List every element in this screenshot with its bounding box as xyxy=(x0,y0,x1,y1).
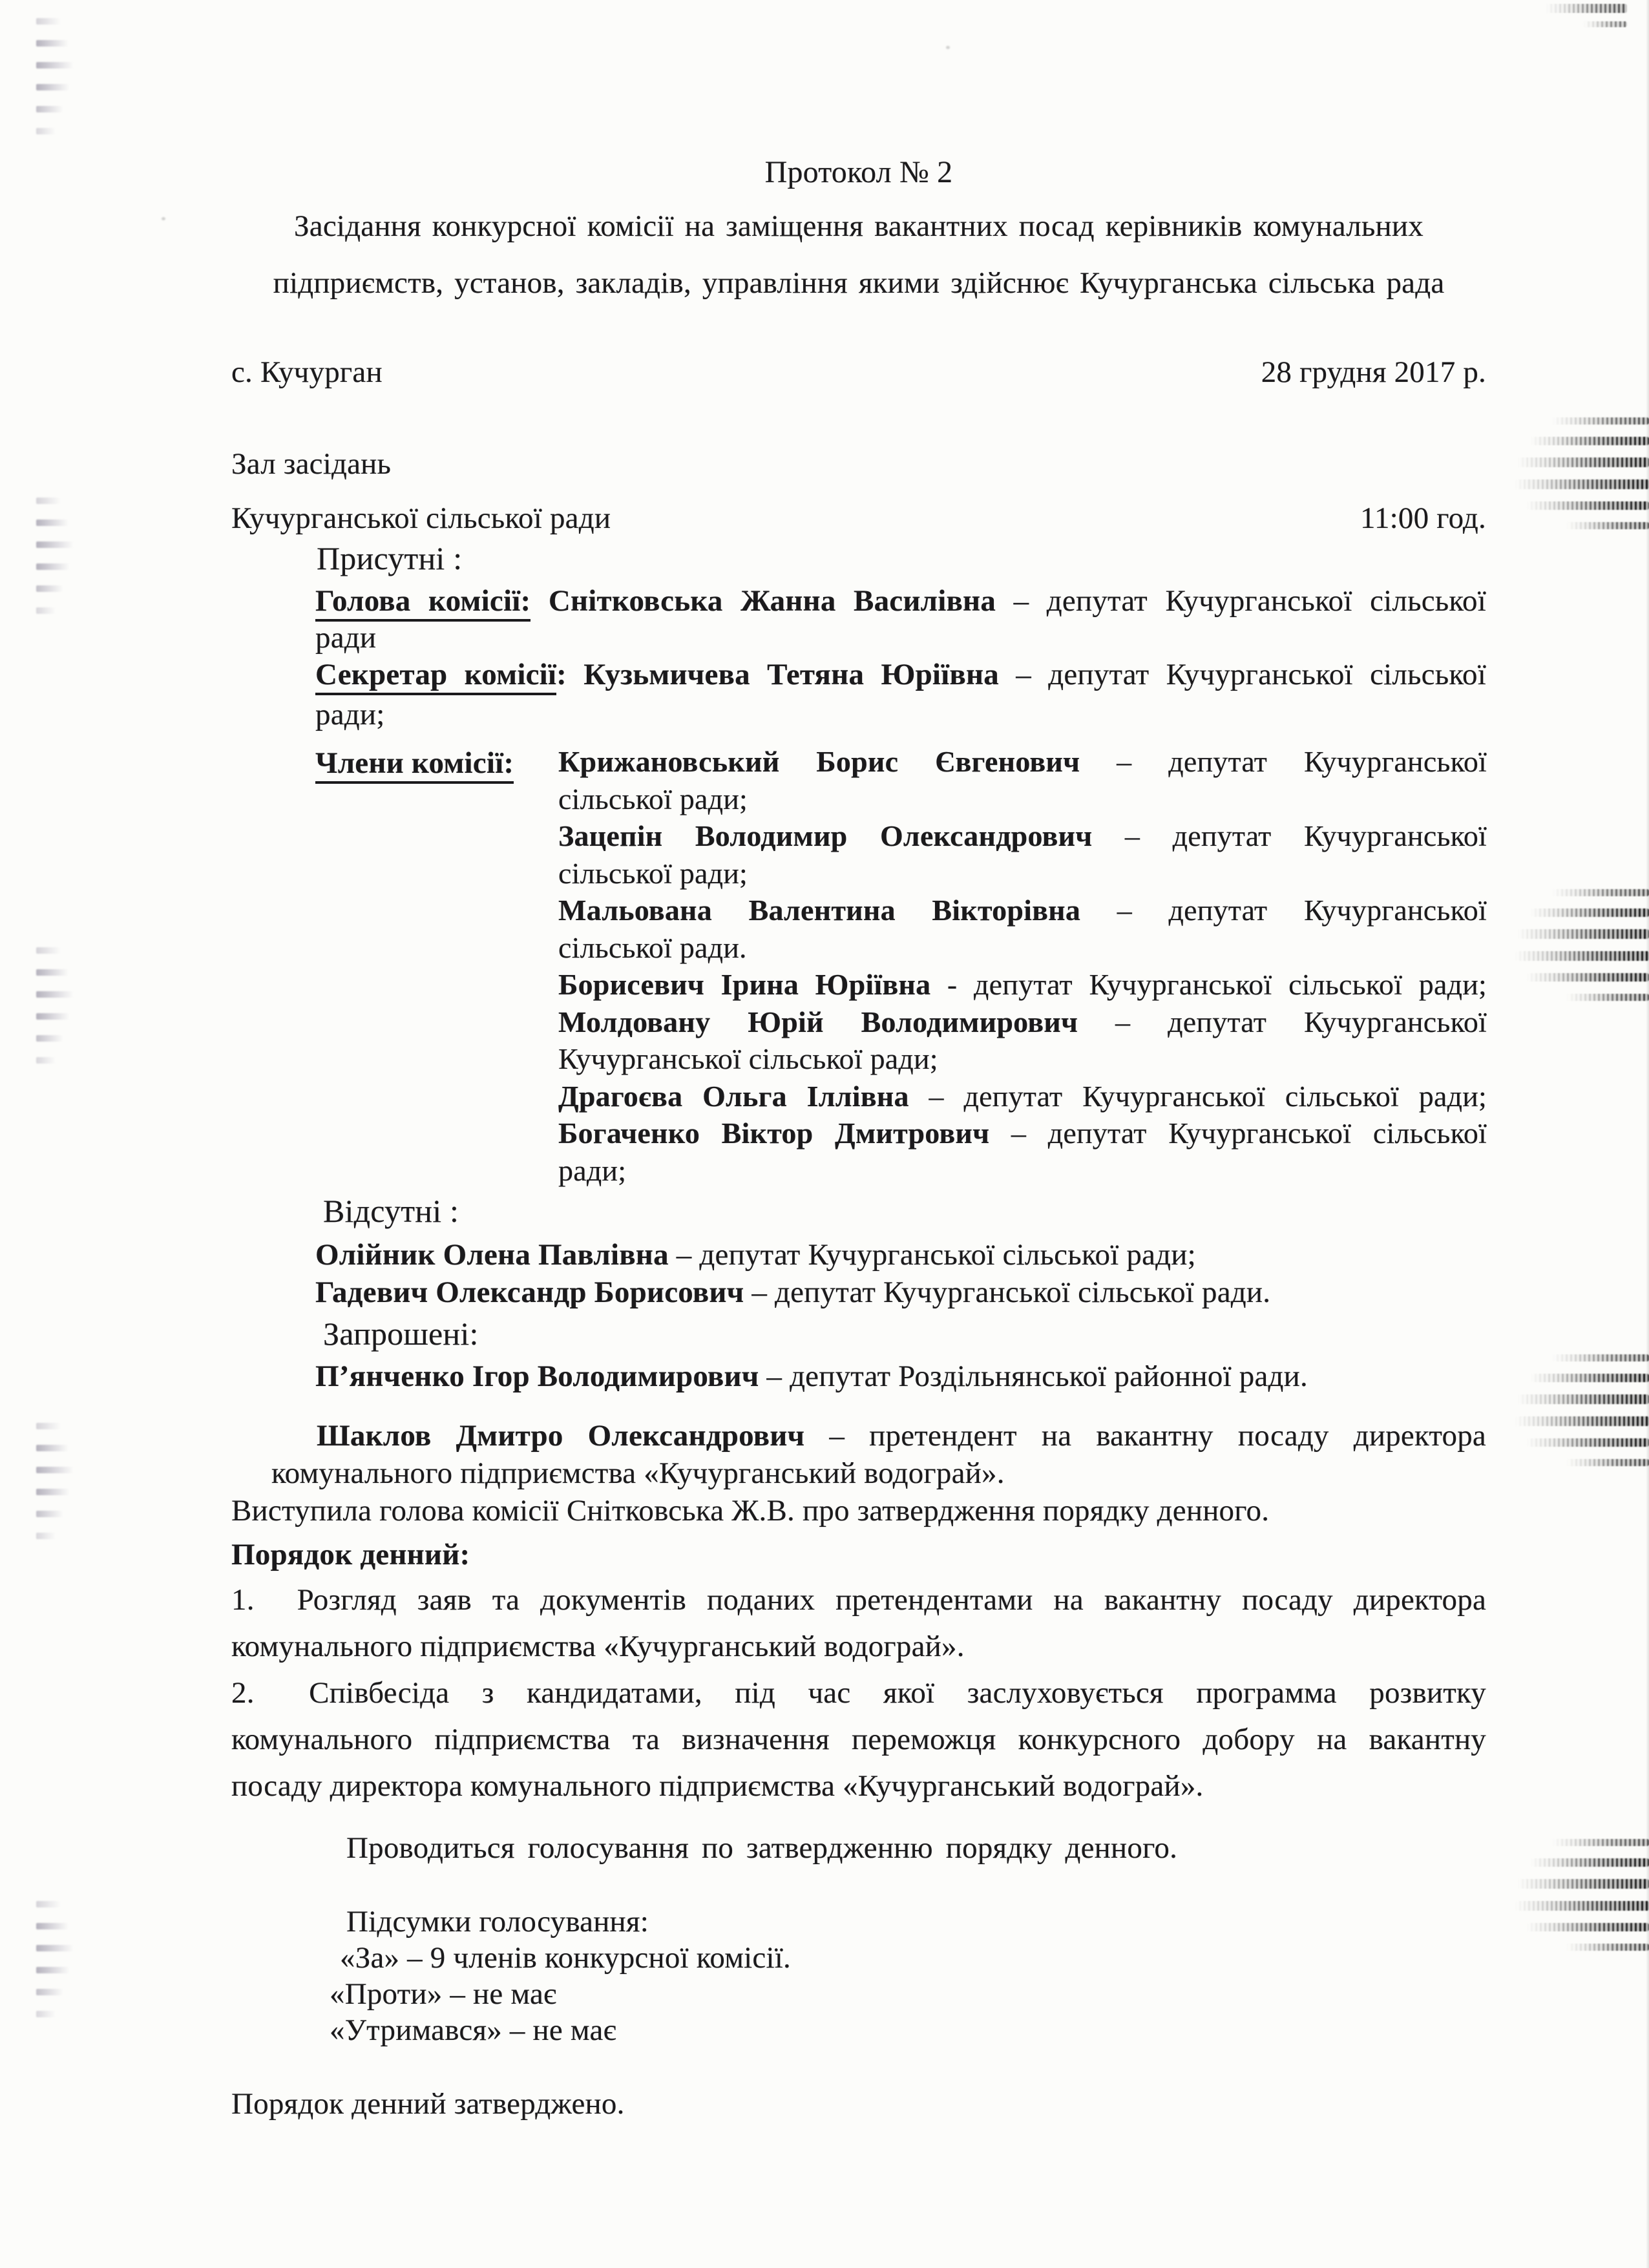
present-heading: Присутні : xyxy=(317,540,463,576)
chair-description: – депутат Кучурганської сільської xyxy=(1013,584,1487,618)
smudge-streak xyxy=(1526,1923,1649,1931)
vote-abstain-line: «Утримався» – не має xyxy=(330,2013,616,2047)
binder-marks-left-2 xyxy=(36,498,74,614)
vote-against-line: «Проти» – не має xyxy=(330,1977,557,2011)
smudge-streak xyxy=(1515,1416,1649,1426)
smudge-streak xyxy=(1515,951,1649,961)
member-name: Крижановський Борис Євгенович xyxy=(558,745,1080,778)
settlement-name: с. Кучурган xyxy=(231,355,383,389)
candidate-line-1 xyxy=(231,1418,1486,1454)
smudge-streak xyxy=(1566,994,1649,1001)
council-name: Кучурганської сільської ради xyxy=(231,501,611,535)
binder-mark xyxy=(36,1967,70,1973)
smudge-streak xyxy=(1546,4,1627,13)
member-name: Мальована Валентина Вікторівна xyxy=(558,894,1081,927)
chair-line-2: ради xyxy=(315,621,377,655)
binder-mark xyxy=(36,1989,63,1995)
document-subtitle-line2: підприємств, установ, закладів, управління якими здійснює Кучурганська сільська рада xyxy=(273,266,1445,300)
scan-smudge-right-4 xyxy=(1513,1839,1649,1951)
candidate-name: Шаклов Дмитро Олександрович xyxy=(317,1419,805,1453)
invited-heading: Запрошені: xyxy=(323,1316,479,1352)
smudge-streak xyxy=(1515,479,1649,489)
smudge-streak xyxy=(1530,908,1649,917)
binder-mark xyxy=(36,1467,74,1473)
absent-description: – депутат Кучурганської сільської ради; xyxy=(676,1238,1196,1272)
binder-mark xyxy=(36,1013,70,1020)
venue-line: Зал засідань xyxy=(231,447,392,481)
meeting-time: 11:00 год. xyxy=(1360,501,1486,535)
binder-mark xyxy=(36,585,63,592)
agenda-item-1-line-1 xyxy=(231,1582,1486,1619)
binder-mark xyxy=(36,18,61,25)
council-time-row xyxy=(231,500,1486,537)
absent-name: Гадевич Олександр Борисович xyxy=(315,1276,744,1309)
invited-description: – депутат Роздільнянської районної ради. xyxy=(766,1360,1308,1393)
chair-label: Голова комісії: xyxy=(315,584,530,622)
smudge-streak xyxy=(1515,1901,1649,1911)
agenda-item-number: 1. xyxy=(231,1583,255,1617)
binder-mark xyxy=(36,2011,56,2017)
agenda-item-1-line-2: комунального підприємства «Кучурганський водограй». xyxy=(231,1630,965,1663)
binder-mark xyxy=(36,947,61,954)
binder-mark xyxy=(36,991,74,998)
smudge-streak xyxy=(1552,1839,1649,1846)
member-row xyxy=(558,1003,1487,1041)
document-subtitle-line1: Засідання конкурсної комісії на заміщення вакантних посад керівників комунальних xyxy=(294,209,1423,243)
speech-line: Виступила голова комісії Снітковська Ж.В. про затвердження порядку денного. xyxy=(231,1494,1270,1528)
smudge-streak xyxy=(1530,437,1649,445)
binder-mark xyxy=(36,541,74,548)
member-name: Драгоєва Ольга Іллівна xyxy=(558,1079,909,1113)
member-row xyxy=(558,1115,1487,1152)
scan-smudge-right-1 xyxy=(1513,417,1649,529)
binder-marks-left-1 xyxy=(36,18,74,134)
member-description: – депутат Кучурганської xyxy=(1117,745,1487,778)
binder-mark xyxy=(36,969,68,976)
secretary-description: – депутат Кучурганської сільської xyxy=(1016,658,1486,691)
chair-line-1 xyxy=(315,583,1486,620)
absent-row xyxy=(315,1274,1486,1311)
binder-mark xyxy=(36,1533,56,1539)
member-name: Молдовану Юрій Володимирович xyxy=(558,1005,1078,1038)
member-description: - депутат Кучурганської сільської ради; xyxy=(947,968,1487,1001)
smudge-streak xyxy=(1552,889,1649,896)
binder-mark xyxy=(36,1035,63,1042)
binder-mark xyxy=(36,1945,74,1951)
scan-smudge-right-2 xyxy=(1513,889,1649,1001)
absent-description: – депутат Кучурганської сільської ради. xyxy=(751,1276,1271,1309)
smudge-streak xyxy=(1517,1394,1649,1404)
binder-mark xyxy=(36,106,63,112)
chair-name: Снітковська Жанна Василівна xyxy=(548,584,996,618)
binder-mark xyxy=(36,1489,70,1495)
absent-name: Олійник Олена Павлівна xyxy=(315,1238,669,1272)
member-description: – депутат Кучурганської xyxy=(1124,819,1487,852)
agenda-item-2-line-2: комунального підприємства та визначення переможця конкурсного добору на вакантну xyxy=(231,1723,1486,1756)
binder-marks-left-3 xyxy=(36,947,74,1064)
smudge-streak xyxy=(1552,417,1649,425)
voting-call-line: Проводиться голосування по затвердженню порядку денного. xyxy=(346,1831,1178,1865)
agenda-item-number: 2. xyxy=(231,1676,255,1710)
voting-summary-heading: Підсумки голосування: xyxy=(346,1905,649,1938)
member-description: – депутат Кучурганської сільської xyxy=(1011,1117,1487,1150)
secretary-line-2: ради; xyxy=(315,698,385,731)
members-list xyxy=(558,743,1487,1189)
smudge-streak xyxy=(1517,457,1649,467)
invited-row xyxy=(315,1358,1486,1395)
agenda-heading: Порядок денний: xyxy=(231,1538,470,1571)
member-description: – депутат Кучурганської сільської ради; xyxy=(929,1079,1487,1113)
candidate-description: – претендент на вакантну посаду директора xyxy=(829,1419,1486,1453)
vote-for-line: «За» – 9 членів конкурсної комісії. xyxy=(340,1941,791,1975)
member-row-continuation: Кучурганської сільської ради; xyxy=(558,1042,938,1075)
dust-speck xyxy=(162,217,165,220)
binder-marks-left-4 xyxy=(36,1423,74,1539)
document-title: Протокол № 2 xyxy=(764,155,953,189)
binder-mark xyxy=(36,498,61,504)
voting-result-line: Порядок денний затверджено. xyxy=(231,2087,625,2121)
smudge-streak xyxy=(1517,929,1649,939)
place-date-row xyxy=(231,354,1486,391)
binder-mark xyxy=(36,84,70,90)
invited-name: П’янченко Ігор Володимирович xyxy=(315,1360,759,1393)
agenda-item-2-line-1 xyxy=(231,1675,1486,1712)
secretary-line-1 xyxy=(315,656,1486,693)
member-description: – депутат Кучурганської xyxy=(1115,1005,1487,1038)
binder-mark xyxy=(36,607,56,614)
absent-heading: Відсутні : xyxy=(323,1193,459,1229)
secretary-name: Кузьмичева Тетяна Юріївна xyxy=(583,658,999,691)
member-row xyxy=(558,1078,1487,1115)
member-row-continuation: сільської ради; xyxy=(558,856,748,890)
smudge-streak xyxy=(1566,522,1649,529)
scan-edge-shadow xyxy=(1646,0,1649,2268)
agenda-item-text: Співбесіда з кандидатами, під час якої заслуховується программа розвитку xyxy=(309,1676,1487,1710)
smudge-streak xyxy=(1566,1459,1649,1466)
binder-mark xyxy=(36,1423,61,1429)
smudge-streak xyxy=(1526,1438,1649,1447)
members-label: Члени комісії: xyxy=(315,746,514,784)
member-name: Борисевич Ірина Юріївна xyxy=(558,968,931,1001)
secretary-label: Секретар комісії xyxy=(315,658,556,695)
secretary-colon: : xyxy=(556,658,567,691)
smudge-streak xyxy=(1530,1374,1649,1382)
document-date: 28 грудня 2017 р. xyxy=(1261,355,1486,389)
smudge-streak xyxy=(1566,1944,1649,1951)
binder-mark xyxy=(36,520,68,526)
member-row-continuation: сільської ради; xyxy=(558,782,748,815)
binder-mark xyxy=(36,1901,61,1907)
member-row xyxy=(558,966,1487,1003)
dust-speck xyxy=(1005,1601,1009,1604)
member-row-continuation: сільської ради. xyxy=(558,930,747,964)
member-name: Богаченко Віктор Дмитрович xyxy=(558,1117,990,1150)
binder-mark xyxy=(36,62,74,68)
absent-row xyxy=(315,1237,1486,1274)
smudge-streak xyxy=(1526,501,1649,510)
member-row-continuation: ради; xyxy=(558,1153,627,1187)
dust-speck xyxy=(946,46,950,49)
binder-mark xyxy=(36,1445,68,1451)
scan-smudge-top-right xyxy=(1543,4,1627,27)
member-name: Зацепін Володимир Олександрович xyxy=(558,819,1093,852)
binder-mark xyxy=(36,1511,63,1517)
smudge-streak xyxy=(1583,21,1627,27)
binder-mark xyxy=(36,1057,56,1064)
candidate-line-2: комунального підприємства «Кучурганський водограй». xyxy=(271,1456,1005,1490)
smudge-streak xyxy=(1530,1858,1649,1867)
binder-marks-left-5 xyxy=(36,1901,74,2017)
smudge-streak xyxy=(1517,1879,1649,1889)
scan-smudge-right-3 xyxy=(1513,1354,1649,1466)
member-row xyxy=(558,892,1487,929)
binder-mark xyxy=(36,128,56,134)
binder-mark xyxy=(36,1923,68,1929)
member-description: – депутат Кучурганської xyxy=(1117,894,1487,927)
binder-mark xyxy=(36,563,70,570)
smudge-streak xyxy=(1526,973,1649,982)
smudge-streak xyxy=(1552,1354,1649,1361)
agenda-item-text: Розгляд заяв та документів поданих претендентами на вакантну посаду директора xyxy=(297,1583,1486,1617)
member-row xyxy=(558,743,1487,781)
binder-mark xyxy=(36,40,68,47)
agenda-item-2-line-3: посаду директора комунального підприємства «Кучурганський водограй». xyxy=(231,1769,1204,1803)
member-row xyxy=(558,817,1487,855)
